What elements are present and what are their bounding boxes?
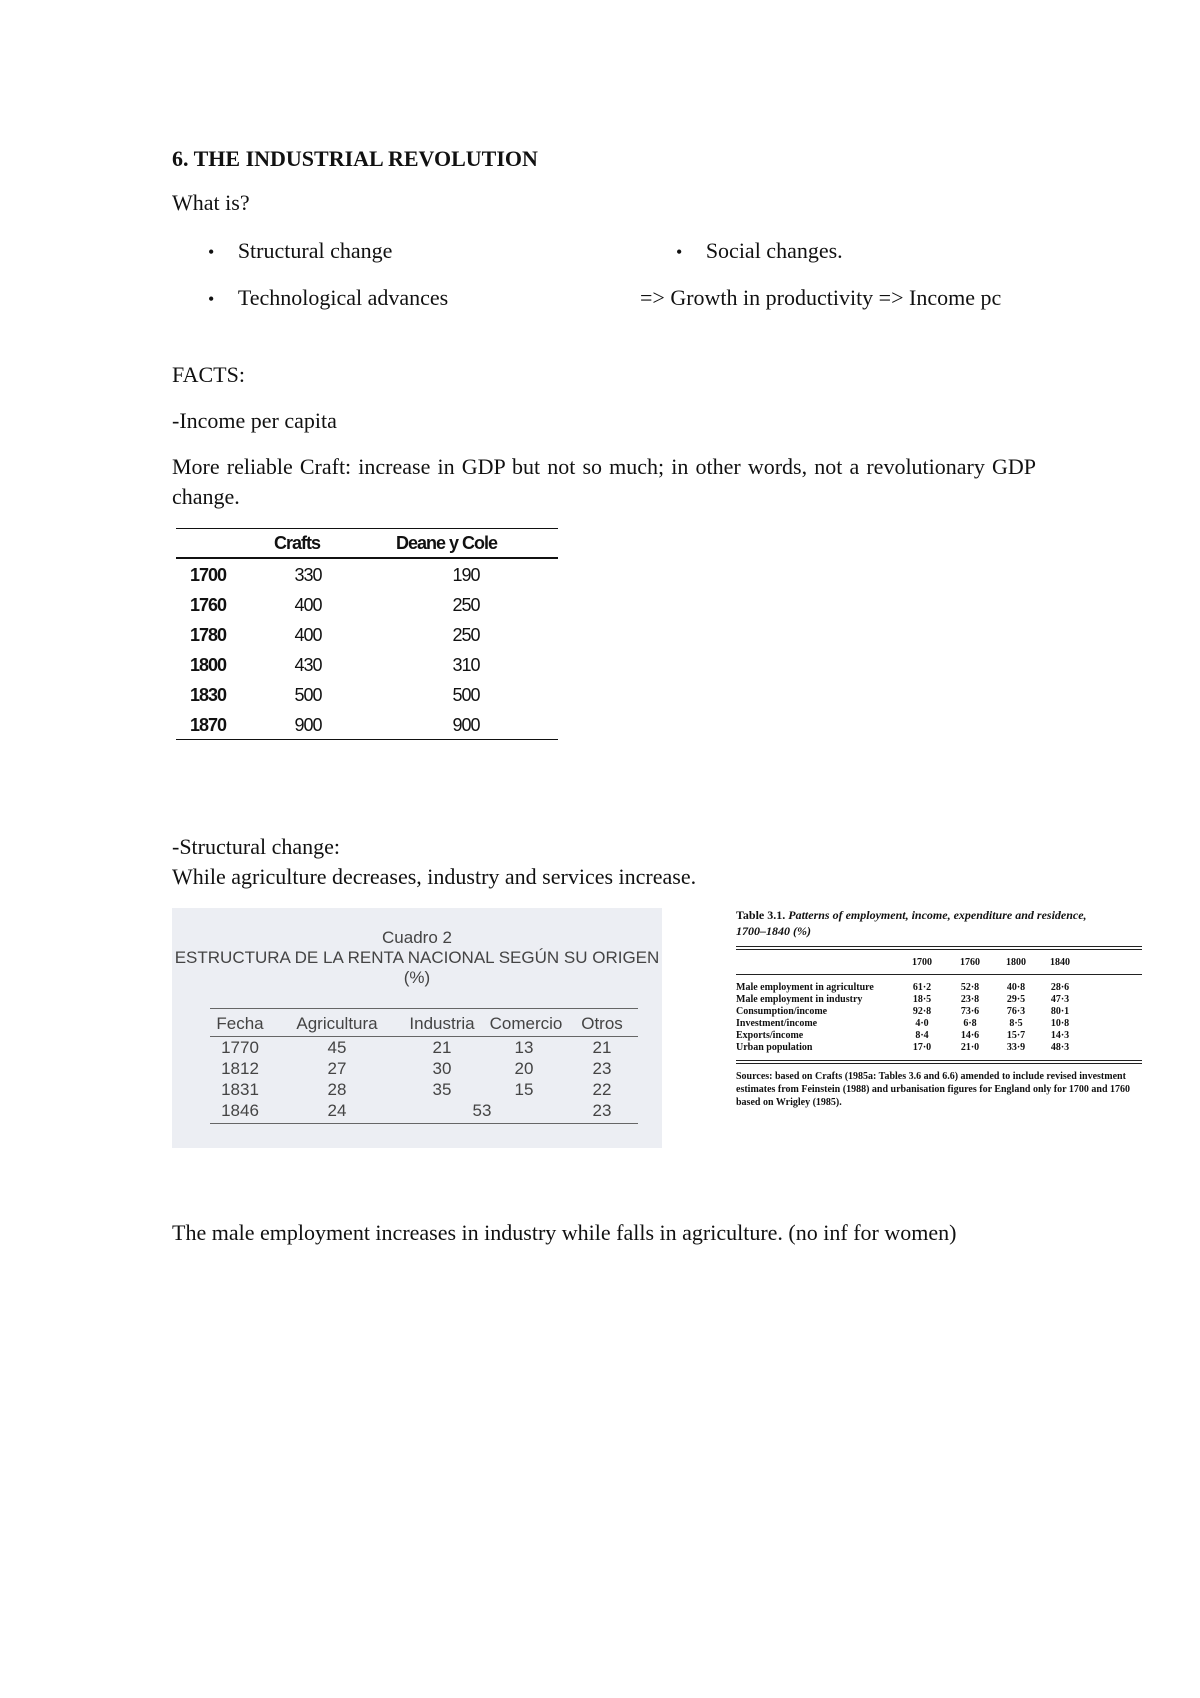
row-value: 8·4	[915, 1030, 929, 1041]
table-row	[176, 679, 558, 709]
structural-label: -Structural change:	[172, 834, 340, 859]
cell: 23	[592, 1101, 612, 1120]
bullet-icon: •	[676, 242, 683, 262]
header-cell: Fecha	[216, 1014, 264, 1033]
header-cell: Comercio	[489, 1014, 563, 1033]
table-rule	[736, 946, 1142, 947]
table-rule	[210, 1036, 638, 1037]
bullet-item	[208, 283, 448, 314]
table-rule	[736, 1060, 1142, 1061]
row-value: 76·3	[1006, 1006, 1026, 1017]
income-paragraph: More reliable Craft: increase in GDP but not so much; in other words, not a revolutionary GDP change.	[172, 454, 1036, 509]
cell-deane: 250	[452, 595, 480, 615]
cell: 23	[592, 1059, 612, 1078]
row-label: Urban population	[736, 1042, 813, 1053]
cell-crafts: 330	[294, 565, 322, 585]
row-label: Investment/income	[736, 1018, 818, 1029]
row-value: 73·6	[960, 1006, 980, 1017]
row-value: 17·0	[912, 1042, 932, 1053]
cell: 45	[327, 1038, 347, 1057]
year-header: 1800	[1006, 957, 1026, 968]
row-value: 21·0	[960, 1042, 980, 1053]
cell: 35	[432, 1080, 452, 1099]
row-value: 92·8	[912, 1006, 932, 1017]
section-heading: 6. THE INDUSTRIAL REVOLUTION	[172, 146, 538, 171]
cell-crafts: 900	[294, 715, 322, 735]
cell-deane: 310	[452, 655, 480, 675]
header-cell: Otros	[581, 1014, 623, 1033]
row-value: 15·7	[1006, 1030, 1026, 1041]
table-rule	[736, 949, 1142, 950]
row-value: 14·6	[960, 1030, 980, 1041]
cuadro-2-image	[172, 908, 662, 1148]
header-crafts: Crafts	[274, 533, 321, 553]
table31-caption-text: Patterns of employment, income, expenditure and residence,	[788, 908, 1087, 922]
row-label: Consumption/income	[736, 1006, 828, 1017]
cell-deane: 250	[452, 625, 480, 645]
cell: 15	[514, 1080, 534, 1099]
row-value: 28·6	[1050, 982, 1070, 993]
table-rule	[210, 1008, 638, 1009]
table-rule	[736, 974, 1142, 975]
table-row	[176, 709, 558, 739]
cell: 27	[327, 1059, 347, 1078]
cell-year: 1700	[190, 565, 227, 585]
gdp-estimates-table	[176, 528, 558, 740]
row-value: 18·5	[912, 994, 932, 1005]
table-row	[176, 619, 558, 649]
cell-deane: 500	[452, 685, 480, 705]
cell: 1770	[221, 1038, 259, 1057]
row-value: 29·5	[1006, 994, 1026, 1005]
cell: 30	[432, 1059, 452, 1078]
row-value: 40·8	[1006, 982, 1026, 993]
table-3-1-image	[734, 908, 1134, 1128]
table31-sources: Sources: based on Crafts (1985a: Tables 3.6 and 6.6) amended to include revised investment estimates from Feinstein (1988) and urbanisation figures for England only for 1700 and 1760 based on Wrigley (1985).	[736, 1071, 1131, 1108]
cell-year: 1870	[190, 715, 227, 735]
cell-crafts: 500	[294, 685, 322, 705]
row-value: 10·8	[1050, 1018, 1070, 1029]
row-value: 48·3	[1050, 1042, 1070, 1053]
cell: 1831	[221, 1080, 259, 1099]
cell: 28	[327, 1080, 347, 1099]
row-label: Male employment in agriculture	[736, 982, 874, 993]
cell-deane: 190	[452, 565, 480, 585]
row-value: 80·1	[1050, 1006, 1070, 1017]
year-header: 1700	[912, 957, 932, 968]
cuadro-unit: (%)	[403, 968, 431, 987]
cell: 24	[327, 1101, 347, 1120]
table-rule	[210, 1123, 638, 1124]
row-label: Exports/income	[736, 1030, 804, 1041]
question-text: What is?	[172, 190, 250, 215]
header-cell: Industria	[409, 1014, 475, 1033]
cell: 1846	[221, 1101, 259, 1120]
closing-paragraph: The male employment increases in industry while falls in agriculture. (no inf for women)	[172, 1220, 957, 1245]
row-value: 52·8	[960, 982, 980, 993]
cell-year: 1800	[190, 655, 227, 675]
cuadro-title: Cuadro 2	[382, 928, 452, 947]
structural-text: While agriculture decreases, industry and services increase.	[172, 864, 697, 889]
bullet-item	[208, 236, 392, 267]
row-value: 61·2	[912, 982, 932, 993]
bullet-icon: •	[208, 289, 215, 309]
facts-label: FACTS:	[172, 362, 245, 387]
row-value: 4·0	[915, 1018, 929, 1029]
table-row	[176, 649, 558, 679]
cell-crafts: 400	[294, 625, 322, 645]
cell-crafts: 400	[294, 595, 322, 615]
row-value: 47·3	[1050, 994, 1070, 1005]
table-rule	[176, 739, 558, 740]
row-value: 33·9	[1006, 1042, 1026, 1053]
bullet-label: Structural change	[237, 238, 393, 263]
table31-caption-range	[736, 924, 811, 939]
cell-year: 1760	[190, 595, 227, 615]
growth-line: => Growth in productivity => Income pc	[640, 285, 1002, 310]
cell: 1812	[221, 1059, 259, 1078]
bullet-label: Technological advances	[237, 285, 449, 310]
cell: 22	[592, 1080, 612, 1099]
row-value: 23·8	[960, 994, 980, 1005]
table31-caption	[736, 908, 1087, 923]
bullet-item	[676, 236, 843, 267]
header-cell: Agricultura	[296, 1014, 378, 1033]
header-deane-cole: Deane y Cole	[396, 533, 498, 553]
row-value: 8·5	[1009, 1018, 1023, 1029]
year-header: 1760	[960, 957, 980, 968]
cell: 13	[514, 1038, 534, 1057]
cell: 21	[432, 1038, 452, 1057]
table-rule	[736, 1063, 1142, 1064]
row-value: 6·8	[963, 1018, 977, 1029]
cell-year: 1830	[190, 685, 227, 705]
table31-caption-num: Table 3.1.	[736, 908, 786, 922]
table-header	[176, 529, 558, 557]
income-label: -Income per capita	[172, 408, 337, 433]
table-row	[176, 589, 558, 619]
cell: 53	[472, 1101, 492, 1120]
cell-year: 1780	[190, 625, 227, 645]
row-value: 14·3	[1050, 1030, 1070, 1041]
cell: 21	[592, 1038, 612, 1057]
bullet-icon: •	[208, 242, 215, 262]
table-row	[176, 559, 558, 589]
cell-crafts: 430	[294, 655, 322, 675]
cell-deane: 900	[452, 715, 480, 735]
bullet-label: Social changes.	[705, 238, 843, 263]
cuadro-subtitle: ESTRUCTURA DE LA RENTA NACIONAL SEGÚN SU ORIGEN	[174, 948, 660, 967]
table31-caption-range-text: 1700–1840 (%)	[736, 924, 811, 938]
row-label: Male employment in industry	[736, 994, 863, 1005]
cell: 20	[514, 1059, 534, 1078]
year-header: 1840	[1050, 957, 1070, 968]
